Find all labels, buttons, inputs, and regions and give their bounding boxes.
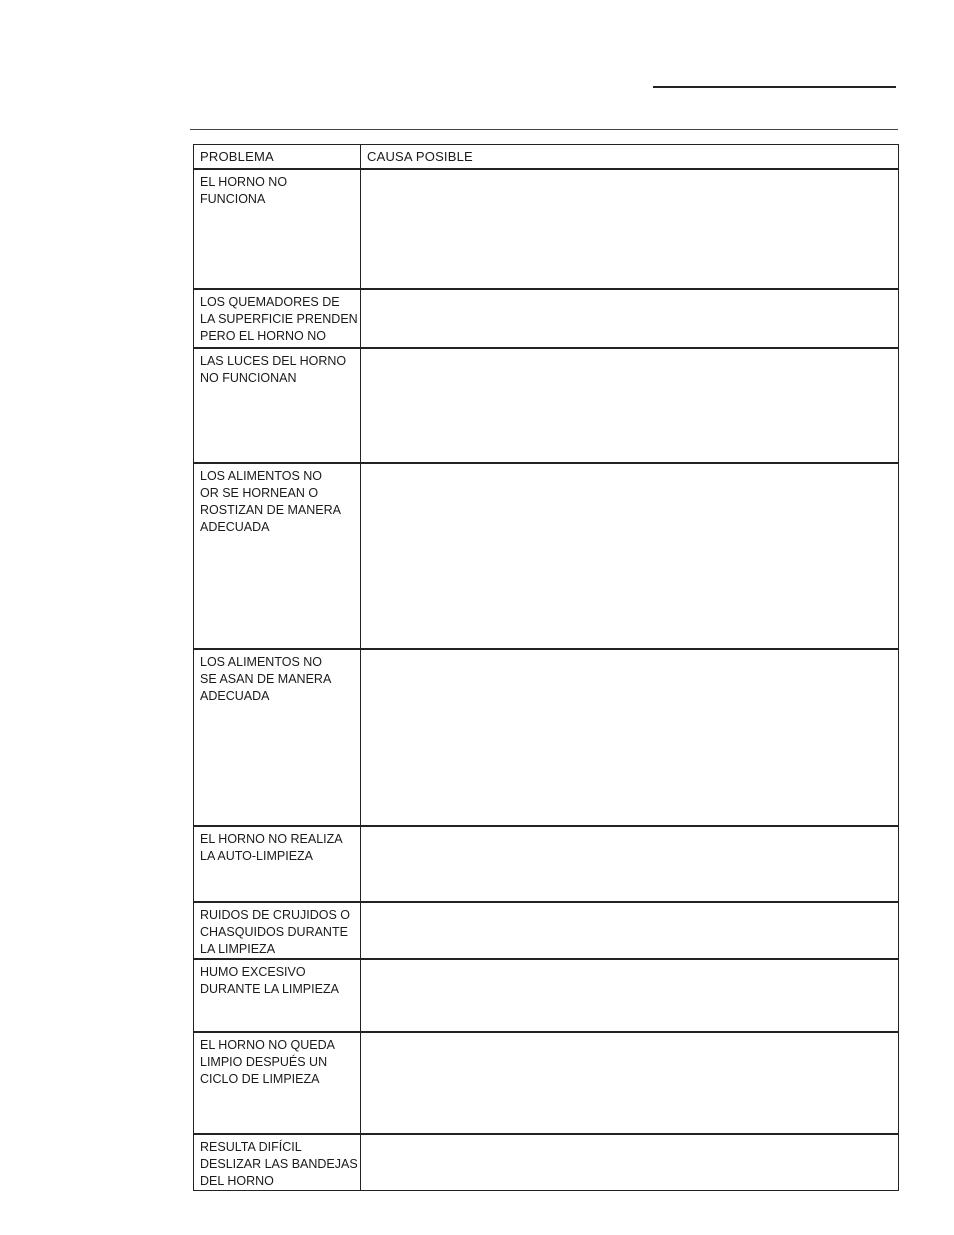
problem-cell xyxy=(194,348,361,463)
problem-cell xyxy=(194,1032,361,1134)
problem-cell xyxy=(194,826,361,902)
table-row xyxy=(194,959,899,1032)
problem-text: LOS QUEMADORES DE xyxy=(200,294,340,309)
table-row xyxy=(194,826,899,902)
problem-cell xyxy=(194,959,361,1032)
table-row xyxy=(194,169,899,289)
table-row xyxy=(194,1134,899,1191)
problem-text: OR SE HORNEAN O xyxy=(200,485,319,500)
problem-text: HUMO EXCESIVO xyxy=(200,964,306,979)
cause-cell xyxy=(361,826,899,902)
troubleshooting-table xyxy=(193,144,899,1191)
problem-text: ADECUADA xyxy=(200,688,270,703)
problem-text: ROSTIZAN DE MANERA xyxy=(200,502,341,517)
cause-cell xyxy=(361,649,899,826)
table-row xyxy=(194,1032,899,1134)
problem-cell xyxy=(194,463,361,649)
header-cause: CAUSA POSIBLE xyxy=(361,145,899,169)
table-row xyxy=(194,289,899,348)
cause-cell xyxy=(361,289,899,348)
problem-text: SE ASAN DE MANERA xyxy=(200,671,332,686)
table-row xyxy=(194,649,899,826)
problem-text: LA AUTO-LIMPIEZA xyxy=(200,848,314,863)
problem-text: DEL HORNO xyxy=(200,1173,274,1188)
cause-cell xyxy=(361,902,899,959)
problem-cell xyxy=(194,902,361,959)
problem-cell xyxy=(194,169,361,289)
header-problem: PROBLEMA xyxy=(194,145,361,169)
cause-cell xyxy=(361,348,899,463)
problem-text: LOS ALIMENTOS NO xyxy=(200,468,323,483)
problem-text: LIMPIO DESPUÉS UN xyxy=(200,1054,328,1069)
problem-text: PERO EL HORNO NO xyxy=(200,328,326,343)
table-row xyxy=(194,902,899,959)
problem-text: FUNCIONA xyxy=(200,191,266,206)
cause-cell xyxy=(361,1032,899,1134)
problem-text: DURANTE LA LIMPIEZA xyxy=(200,981,339,996)
problem-text: NO FUNCIONAN xyxy=(200,370,297,385)
table-row xyxy=(194,348,899,463)
problem-text: LA LIMPIEZA xyxy=(200,941,276,956)
problem-text: EL HORNO NO xyxy=(200,174,288,189)
problem-cell xyxy=(194,1134,361,1191)
problem-text: LAS LUCES DEL HORNO xyxy=(200,353,347,368)
table-row xyxy=(194,463,899,649)
problem-text: ADECUADA xyxy=(200,519,270,534)
problem-text: EL HORNO NO QUEDA xyxy=(200,1037,335,1052)
problem-text: CICLO DE LIMPIEZA xyxy=(200,1071,320,1086)
cause-cell xyxy=(361,959,899,1032)
problem-text: LOS ALIMENTOS NO xyxy=(200,654,323,669)
problem-text: LA SUPERFICIE PRENDEN xyxy=(200,311,358,326)
cause-cell xyxy=(361,463,899,649)
cause-cell xyxy=(361,169,899,289)
problem-text: DESLIZAR LAS BANDEJAS xyxy=(200,1156,358,1171)
cause-cell xyxy=(361,1134,899,1191)
problem-text: RESULTA DIFÍCIL xyxy=(200,1139,302,1154)
header-rule-short xyxy=(653,86,896,88)
problem-text: RUIDOS DE CRUJIDOS O xyxy=(200,907,351,922)
header-rule-long xyxy=(190,129,898,130)
problem-cell xyxy=(194,289,361,348)
problem-text: EL HORNO NO REALIZA xyxy=(200,831,343,846)
problem-cell xyxy=(194,649,361,826)
table-header-row xyxy=(194,145,899,169)
problem-text: CHASQUIDOS DURANTE xyxy=(200,924,348,939)
